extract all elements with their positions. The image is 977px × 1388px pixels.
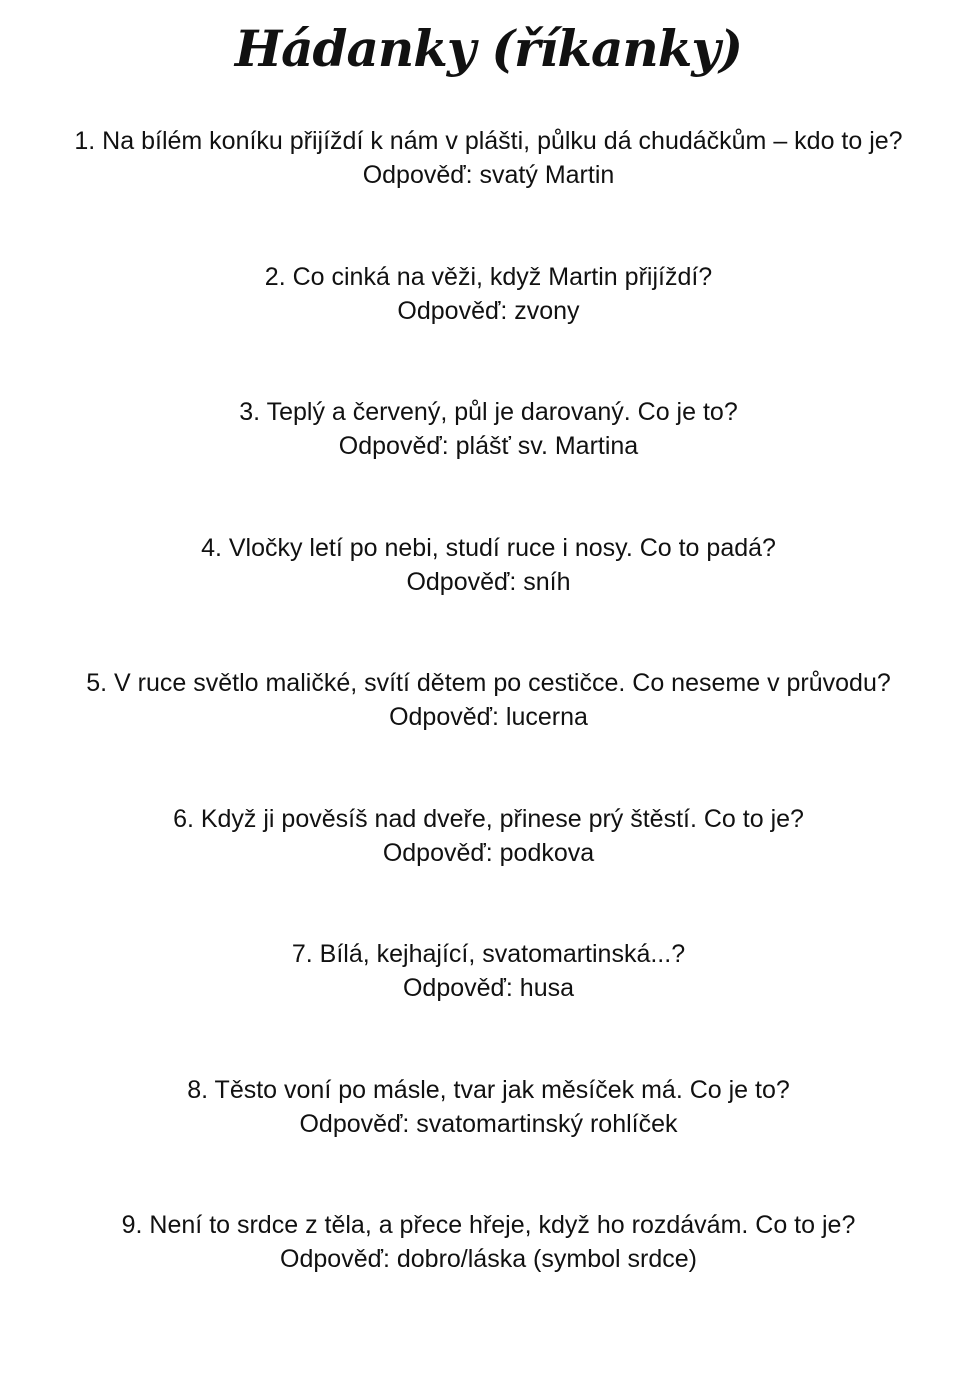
riddle-item xyxy=(0,1073,977,1209)
riddle-answer: Odpověď: podkova xyxy=(382,838,595,867)
riddle-item xyxy=(0,395,977,531)
riddle-answer: Odpověď: zvony xyxy=(397,296,580,325)
page-title: Hádanky (říkanky) xyxy=(234,19,743,78)
riddle-question: 3. Teplý a červený, půl je darovaný. Co je to? xyxy=(239,398,738,426)
riddle-item xyxy=(0,937,977,1073)
riddle-item xyxy=(0,531,977,667)
riddle-answer: Odpověď: dobro/láska (symbol srdce) xyxy=(280,1245,697,1273)
riddle-item xyxy=(0,124,977,260)
riddle-answer: Odpověď: sníh xyxy=(406,567,571,596)
riddle-question: 2. Co cinká na věži, když Martin přijíždí? xyxy=(264,262,713,291)
riddle-question: 1. Na bílém koníku přijíždí k nám v plášti, půlku dá chudáčkům – kdo to je? xyxy=(74,127,903,155)
riddle-answer: Odpověď: svatý Martin xyxy=(362,161,615,189)
riddle-list xyxy=(0,124,977,1344)
riddle-item xyxy=(0,666,977,802)
riddle-item xyxy=(0,802,977,938)
riddle-answer: Odpověď: lucerna xyxy=(389,703,588,731)
riddle-question: 6. Když ji pověsíš nad dveře, přinese prý štěstí. Co to je? xyxy=(173,804,804,833)
riddle-item xyxy=(0,260,977,396)
riddle-answer: Odpověď: plášť sv. Martina xyxy=(338,432,639,460)
riddle-answer: Odpověď: svatomartinský rohlíček xyxy=(299,1109,678,1138)
riddle-question: 4. Vločky letí po nebi, studí ruce i nosy. Co to padá? xyxy=(201,533,776,562)
riddle-answer: Odpověď: husa xyxy=(402,974,575,1002)
riddle-item xyxy=(0,1208,977,1344)
riddle-question: 8. Těsto voní po másle, tvar jak měsíček má. Co je to? xyxy=(187,1075,790,1104)
riddle-question: 9. Není to srdce z těla, a přece hřeje, když ho rozdávám. Co to je? xyxy=(121,1211,856,1239)
riddle-question: 5. V ruce světlo maličké, svítí dětem po cestičce. Co neseme v průvodu? xyxy=(86,669,891,697)
riddle-question: 7. Bílá, kejhající, svatomartinská...? xyxy=(291,940,686,968)
